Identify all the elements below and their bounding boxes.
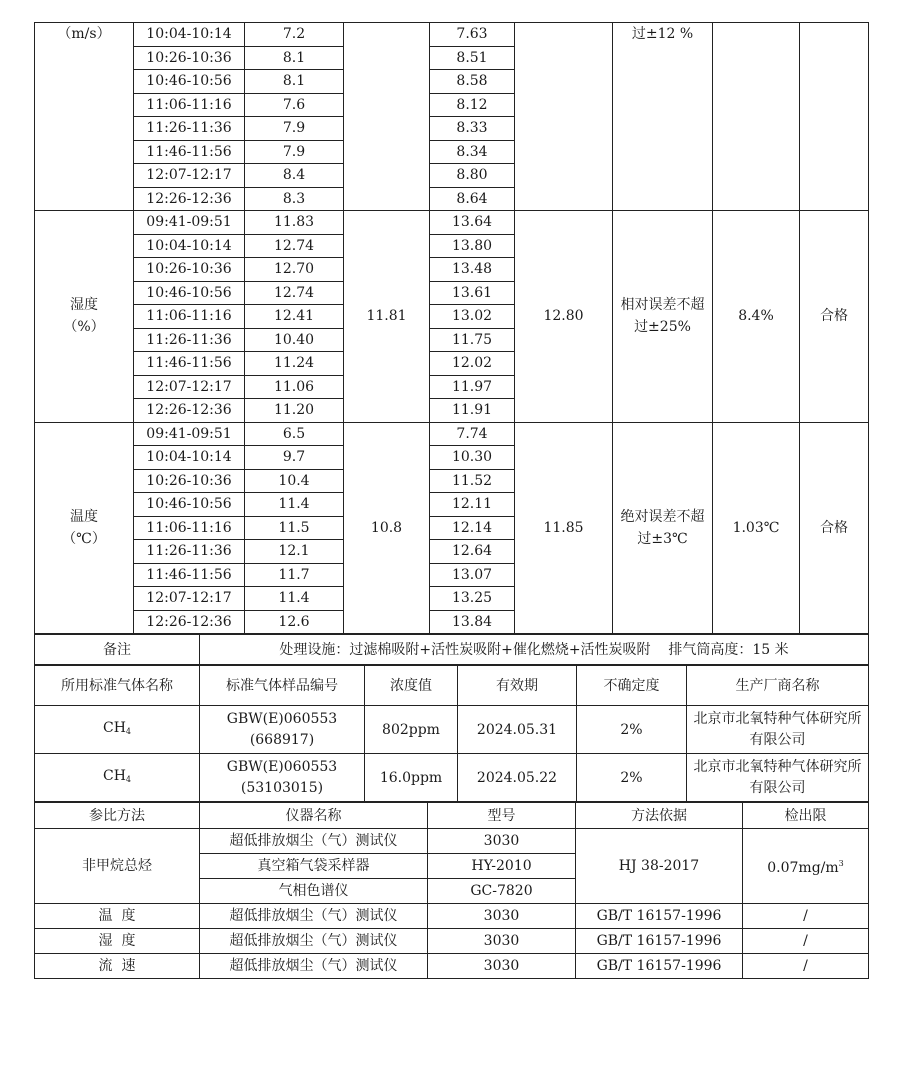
ref-value: 11.4 bbox=[245, 493, 344, 517]
temperature-error: 1.03℃ bbox=[713, 422, 800, 634]
line-2: （%） bbox=[63, 319, 105, 336]
time-range: 10:26-10:36 bbox=[134, 258, 245, 282]
temperature-criterion bbox=[613, 422, 713, 634]
meas-value: 8.34 bbox=[430, 140, 515, 164]
line-2: 过±3℃ bbox=[637, 530, 688, 547]
line-2: 过±25% bbox=[634, 319, 691, 336]
param-label: 流 速 bbox=[35, 954, 200, 979]
meas-value: 8.51 bbox=[430, 46, 515, 70]
ref-value: 7.9 bbox=[245, 117, 344, 141]
remarks-table bbox=[34, 634, 869, 665]
meas-value: 8.80 bbox=[430, 164, 515, 188]
time-range: 10:26-10:36 bbox=[134, 46, 245, 70]
gas-header-uncert: 不确定度 bbox=[577, 666, 687, 706]
instrument-model: GC-7820 bbox=[428, 879, 576, 904]
gas-header-maker: 生产厂商名称 bbox=[687, 666, 869, 706]
time-range: 11:26-11:36 bbox=[134, 328, 245, 352]
ref-value: 12.74 bbox=[245, 234, 344, 258]
meas-value: 12.11 bbox=[430, 493, 515, 517]
humidity-meas-avg: 12.80 bbox=[515, 211, 613, 423]
time-range: 12:26-12:36 bbox=[134, 610, 245, 634]
line-1: 温度 bbox=[70, 508, 98, 525]
detection-limit: $0.07mg/m^3$ bbox=[743, 829, 869, 904]
ref-value: 12.41 bbox=[245, 305, 344, 329]
ref-value: 11.4 bbox=[245, 587, 344, 611]
time-range: 10:04-10:14 bbox=[134, 446, 245, 470]
time-range: 11:26-11:36 bbox=[134, 540, 245, 564]
humidity-ref-avg: 11.81 bbox=[344, 211, 430, 423]
meas-value: 11.91 bbox=[430, 399, 515, 423]
meas-value: 11.52 bbox=[430, 469, 515, 493]
meas-value: 13.84 bbox=[430, 610, 515, 634]
ref-value: 9.7 bbox=[245, 446, 344, 470]
meas-value: 8.12 bbox=[430, 93, 515, 117]
meas-value: 7.63 bbox=[430, 23, 515, 47]
humidity-param-cell bbox=[35, 211, 134, 423]
time-range: 12:07-12:17 bbox=[134, 375, 245, 399]
meas-value: 13.48 bbox=[430, 258, 515, 282]
gas-expiry: 2024.05.22 bbox=[458, 754, 577, 802]
meas-value: 12.14 bbox=[430, 516, 515, 540]
meas-value: 13.64 bbox=[430, 211, 515, 235]
meas-value: 10.30 bbox=[430, 446, 515, 470]
gas-header-conc: 浓度值 bbox=[365, 666, 458, 706]
time-range: 11:46-11:56 bbox=[134, 140, 245, 164]
meas-value: 12.64 bbox=[430, 540, 515, 564]
meas-value: 8.33 bbox=[430, 117, 515, 141]
meas-value: 13.25 bbox=[430, 587, 515, 611]
meas-value: 13.61 bbox=[430, 281, 515, 305]
param-label: 温 度 bbox=[35, 904, 200, 929]
instrument-name: 气相色谱仪 bbox=[200, 879, 428, 904]
meas-value: 13.02 bbox=[430, 305, 515, 329]
time-range: 11:06-11:16 bbox=[134, 93, 245, 117]
instrument-name: 超低排放烟尘（气）测试仪 bbox=[200, 829, 428, 854]
ref-value: 11.24 bbox=[245, 352, 344, 376]
gas-name: $CH_4$ bbox=[35, 706, 200, 754]
time-range: 11:26-11:36 bbox=[134, 117, 245, 141]
gas-header-name: 所用标准气体名称 bbox=[35, 666, 200, 706]
meas-value: 13.07 bbox=[430, 563, 515, 587]
comparison-table bbox=[34, 22, 869, 634]
method-basis: GB/T 16157-1996 bbox=[576, 954, 743, 979]
instrument-model: 3030 bbox=[428, 904, 576, 929]
method-table bbox=[34, 802, 869, 979]
temperature-row bbox=[35, 422, 869, 446]
ref-value: 11.7 bbox=[245, 563, 344, 587]
speed-ref-avg bbox=[344, 23, 430, 211]
ref-value: 12.74 bbox=[245, 281, 344, 305]
meas-value: 8.58 bbox=[430, 70, 515, 94]
gas-header-expiry: 有效期 bbox=[458, 666, 577, 706]
detection-limit: / bbox=[743, 904, 869, 929]
time-range: 10:04-10:14 bbox=[134, 234, 245, 258]
time-range: 09:41-09:51 bbox=[134, 211, 245, 235]
meas-value: 11.75 bbox=[430, 328, 515, 352]
speed-criterion: 过±12 % bbox=[613, 23, 713, 211]
instrument-model: 3030 bbox=[428, 829, 576, 854]
instrument-name: 超低排放烟尘（气）测试仪 bbox=[200, 929, 428, 954]
time-range: 09:41-09:51 bbox=[134, 422, 245, 446]
ref-value: 6.5 bbox=[245, 422, 344, 446]
time-range: 10:26-10:36 bbox=[134, 469, 245, 493]
time-range: 11:06-11:16 bbox=[134, 305, 245, 329]
ref-value: 11.83 bbox=[245, 211, 344, 235]
time-range: 12:26-12:36 bbox=[134, 399, 245, 423]
instrument-name: 真空箱气袋采样器 bbox=[200, 854, 428, 879]
ref-value: 12.70 bbox=[245, 258, 344, 282]
detection-limit: / bbox=[743, 929, 869, 954]
speed-error bbox=[713, 23, 800, 211]
ref-value: 10.4 bbox=[245, 469, 344, 493]
temperature-result: 合格 bbox=[800, 422, 869, 634]
remarks-text: 处理设施：过滤棉吸附+活性炭吸附+催化燃烧+活性炭吸附 排气筒高度：15 米 bbox=[200, 635, 869, 665]
time-range: 10:46-10:56 bbox=[134, 281, 245, 305]
method-row bbox=[35, 904, 869, 929]
method-header-basis: 方法依据 bbox=[576, 803, 743, 829]
comparison-table-body bbox=[35, 23, 869, 634]
gas-expiry: 2024.05.31 bbox=[458, 706, 577, 754]
gas-header-row bbox=[35, 666, 869, 706]
detection-limit: / bbox=[743, 954, 869, 979]
ref-value: 11.5 bbox=[245, 516, 344, 540]
time-range: 10:04-10:14 bbox=[134, 23, 245, 47]
time-range: 12:07-12:17 bbox=[134, 587, 245, 611]
nmhc-label: 非甲烷总烃 bbox=[35, 829, 200, 904]
method-header-ref: 参比方法 bbox=[35, 803, 200, 829]
temperature-ref-avg: 10.8 bbox=[344, 422, 430, 634]
param-label: 湿 度 bbox=[35, 929, 200, 954]
time-range: 10:46-10:56 bbox=[134, 493, 245, 517]
instrument-name: 超低排放烟尘（气）测试仪 bbox=[200, 904, 428, 929]
standard-gas-table bbox=[34, 665, 869, 802]
line-1: 相对误差不超 bbox=[620, 297, 705, 314]
speed-result bbox=[800, 23, 869, 211]
meas-value: 7.74 bbox=[430, 422, 515, 446]
time-range: 12:26-12:36 bbox=[134, 187, 245, 211]
method-row bbox=[35, 929, 869, 954]
report-page bbox=[34, 22, 868, 979]
gas-row bbox=[35, 754, 869, 802]
gas-header-code: 标准气体样品编号 bbox=[200, 666, 365, 706]
gas-row bbox=[35, 706, 869, 754]
meas-value: 12.02 bbox=[430, 352, 515, 376]
speed-meas-avg bbox=[515, 23, 613, 211]
instrument-name: 超低排放烟尘（气）测试仪 bbox=[200, 954, 428, 979]
humidity-result: 合格 bbox=[800, 211, 869, 423]
line-1: 绝对误差不超 bbox=[620, 508, 705, 525]
humidity-criterion bbox=[613, 211, 713, 423]
speed-row bbox=[35, 23, 869, 47]
instrument-model: HY-2010 bbox=[428, 854, 576, 879]
time-range: 12:07-12:17 bbox=[134, 164, 245, 188]
instrument-model: 3030 bbox=[428, 954, 576, 979]
method-header-row bbox=[35, 803, 869, 829]
time-range: 11:06-11:16 bbox=[134, 516, 245, 540]
gas-conc: 16.0ppm bbox=[365, 754, 458, 802]
gas-maker: 北京市北氧特种气体研究所有限公司 bbox=[687, 706, 869, 754]
time-range: 10:46-10:56 bbox=[134, 70, 245, 94]
ref-value: 8.1 bbox=[245, 70, 344, 94]
humidity-error: 8.4% bbox=[713, 211, 800, 423]
method-header-instrument: 仪器名称 bbox=[200, 803, 428, 829]
temperature-meas-avg: 11.85 bbox=[515, 422, 613, 634]
method-header-model: 型号 bbox=[428, 803, 576, 829]
ref-value: 8.1 bbox=[245, 46, 344, 70]
ref-value: 7.6 bbox=[245, 93, 344, 117]
ref-value: 11.06 bbox=[245, 375, 344, 399]
ref-value: 10.40 bbox=[245, 328, 344, 352]
gas-name: $CH_4$ bbox=[35, 754, 200, 802]
gas-uncert: 2% bbox=[577, 706, 687, 754]
temperature-param-cell bbox=[35, 422, 134, 634]
meas-value: 8.64 bbox=[430, 187, 515, 211]
ref-value: 12.1 bbox=[245, 540, 344, 564]
remarks-label: 备注 bbox=[35, 635, 200, 665]
method-row bbox=[35, 954, 869, 979]
line-2: （℃） bbox=[62, 530, 106, 547]
ref-value: 8.3 bbox=[245, 187, 344, 211]
time-range: 11:46-11:56 bbox=[134, 352, 245, 376]
humidity-row bbox=[35, 211, 869, 235]
method-row bbox=[35, 829, 869, 854]
gas-conc: 802ppm bbox=[365, 706, 458, 754]
ref-value: 12.6 bbox=[245, 610, 344, 634]
gas-uncert: 2% bbox=[577, 754, 687, 802]
instrument-model: 3030 bbox=[428, 929, 576, 954]
method-header-limit: 检出限 bbox=[743, 803, 869, 829]
ref-value: 11.20 bbox=[245, 399, 344, 423]
method-basis: GB/T 16157-1996 bbox=[576, 929, 743, 954]
gas-code: GBW(E)060553 (53103015) bbox=[200, 754, 365, 802]
speed-param-cell: （m/s） bbox=[35, 23, 134, 211]
method-basis: GB/T 16157-1996 bbox=[576, 904, 743, 929]
meas-value: 13.80 bbox=[430, 234, 515, 258]
meas-value: 11.97 bbox=[430, 375, 515, 399]
ref-value: 7.2 bbox=[245, 23, 344, 47]
method-basis: HJ 38-2017 bbox=[576, 829, 743, 904]
time-range: 11:46-11:56 bbox=[134, 563, 245, 587]
ref-value: 8.4 bbox=[245, 164, 344, 188]
gas-maker: 北京市北氧特种气体研究所有限公司 bbox=[687, 754, 869, 802]
line-1: 湿度 bbox=[70, 297, 98, 314]
gas-code: GBW(E)060553 (668917) bbox=[200, 706, 365, 754]
ref-value: 7.9 bbox=[245, 140, 344, 164]
